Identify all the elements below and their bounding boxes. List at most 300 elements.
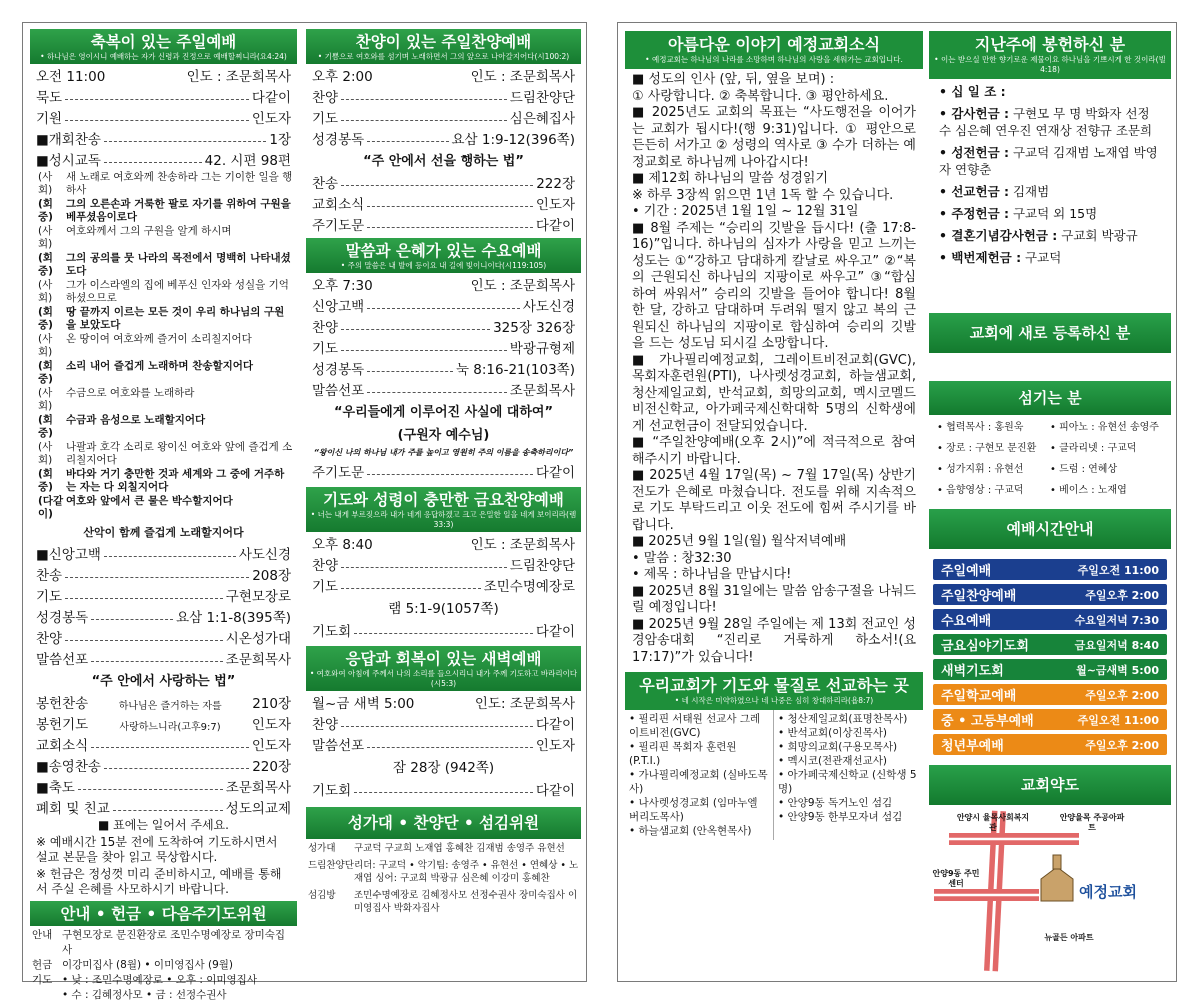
order-row — [30, 796, 297, 817]
order-row — [306, 357, 581, 378]
reading-role: (사회) — [38, 441, 53, 466]
mission-item: • 필리핀 목회자 훈련원 (P.T.I.) — [629, 741, 737, 767]
leader-dots — [367, 392, 507, 393]
order-item: 성경봉독 — [312, 132, 365, 148]
order-value: 인도자 — [251, 717, 291, 733]
order-value: 사도신경 — [238, 547, 291, 563]
guide-value: 구현모장로 문진환장로 조민수명예장로 장미숙집사 — [62, 929, 286, 956]
order-row — [30, 127, 297, 148]
leader-dots — [65, 577, 249, 578]
choir-key: 드림찬양단 — [308, 860, 354, 871]
leader-dots — [367, 227, 533, 228]
friday-time-row — [306, 532, 581, 553]
service-time: 금요일저녁 8:40 — [1074, 638, 1159, 652]
order-value: 다같이 — [251, 90, 291, 106]
leader-dots — [104, 556, 236, 557]
reading-role: (사회) — [38, 225, 53, 250]
choir-value: 구교덕 구교희 노재엽 홍혜찬 김재범 송영주 유현선 — [354, 843, 565, 854]
service-time: 수요일저녁 7:30 — [1074, 613, 1159, 627]
news-item: ※ 하루 3장씩 읽으면 1년 1독 할 수 있습니다. — [632, 187, 894, 203]
order-row — [30, 626, 297, 647]
order-row — [30, 733, 297, 754]
choir-list — [306, 839, 581, 922]
leader-dots — [65, 598, 223, 599]
order-item: 봉헌찬송 — [36, 696, 89, 712]
mission-list-left — [625, 710, 774, 840]
order-item: ■신앙고백 — [36, 547, 101, 563]
reading-role: (회중) — [38, 306, 53, 331]
order-item: 기도회 — [312, 783, 352, 799]
info-column — [929, 31, 1171, 976]
leader-dots — [341, 350, 507, 351]
order-row — [30, 754, 297, 775]
service-times-list — [929, 549, 1171, 755]
leader: 인도 : 조문희목사 — [186, 69, 291, 85]
choir-value: 조민수명예장로 김혜정사모 선정수권사 장미숙집사 이미영집사 박화자집사 — [354, 890, 578, 914]
order-list — [30, 85, 297, 169]
new-members-list — [929, 353, 1171, 381]
order-row — [306, 294, 581, 315]
time: 오후 7:30 — [312, 278, 373, 294]
responsive-reading — [30, 169, 297, 522]
leader-dots — [354, 792, 533, 793]
order-item: 성경봉독 — [36, 610, 89, 626]
order-list — [306, 85, 581, 148]
server-item: • 음향영상 : 구교덕 — [937, 485, 1024, 496]
reading-line — [30, 468, 297, 495]
order-list — [306, 460, 581, 481]
leader-dots — [367, 747, 533, 748]
news-item: • 기간 : 2025년 1월 1일 ~ 12월 31일 — [632, 204, 859, 219]
leader: 인도 : 조문희목사 — [470, 69, 575, 85]
section-verse: • 하나님은 영이시니 예배하는 자가 신령과 진정으로 예배할찌니라(요4:24) — [40, 52, 287, 61]
order-row — [306, 778, 581, 799]
choir-row — [308, 842, 579, 855]
church-map — [929, 811, 1171, 971]
order-value: 210장 — [252, 696, 291, 712]
service-time: 주일오전 11:00 — [1077, 563, 1159, 577]
guide-key: 안내 — [32, 929, 53, 941]
guide-key: 기도 — [32, 974, 53, 986]
reading-line — [30, 171, 297, 198]
mission-item: • 안양9동 독거노인 섬김 — [778, 797, 893, 809]
server-item: • 피아노 : 유현선 송영주 — [1050, 422, 1159, 433]
leader-dots — [341, 185, 533, 186]
section-title: 찬양이 있는 주일찬양예배 — [355, 32, 532, 51]
order-value: 성도의교제 — [225, 801, 291, 817]
service-time-row — [933, 734, 1167, 755]
choir-key: 성가대 — [308, 843, 336, 854]
order-row — [30, 605, 297, 626]
friday-header — [306, 487, 581, 532]
reading-text: 수금과 음성으로 노래할지어다 — [66, 414, 206, 426]
reading-line — [30, 225, 297, 252]
offering-row — [939, 83, 1161, 100]
order-value: 다같이 — [535, 218, 575, 234]
choir-row — [308, 889, 579, 915]
offering-list — [929, 79, 1171, 313]
service-name: 청년부예배 — [941, 739, 1004, 754]
service-time: 주일오후 2:00 — [1085, 588, 1159, 602]
service-times-header: 예배시간안내 — [929, 509, 1171, 549]
offering-names: 김재범 — [1009, 184, 1050, 199]
guide-value: • 낮 : 조민수명예장로 • 오후 : 이미영집사 — [62, 974, 257, 986]
reading-text: 나팔과 호각 소리로 왕이신 여호와 앞에 즐겁게 소리칠지어다 — [66, 441, 293, 466]
stand-note: ■ 표에는 일어서 주세요. — [98, 818, 229, 832]
mission-item: • 아가페국제신학교 (신학생 5명) — [778, 769, 917, 795]
new-members-header: 교회에 새로 등록하신 분 — [929, 313, 1171, 353]
reading-line — [30, 306, 297, 333]
service-time-row — [933, 584, 1167, 605]
order-value: 조민수명예장로 — [483, 579, 575, 595]
offering-names: 구교덕 — [1021, 250, 1062, 265]
offering-row — [939, 227, 1161, 244]
order-item: 찬양 — [312, 717, 339, 733]
offering-names: 구현모 무 명 박화자 선정수 심은혜 연우진 연재상 전향규 조문희 — [939, 106, 1153, 138]
reading-text: 땅 끝까지 이르는 모든 것이 우리 하나님의 구원을 보았도다 — [66, 306, 285, 331]
choir-header — [306, 807, 581, 839]
order-item: ■송영찬송 — [36, 759, 101, 775]
reading-text: 새 노래로 여호와께 찬송하라 그는 기이한 일을 행하사 — [66, 171, 293, 196]
mission-item: • 필리핀 서태원 선교사 그레이트비전(GVC) — [629, 713, 761, 739]
other-services-column — [306, 29, 581, 975]
leader-dots — [104, 141, 266, 142]
guide-row — [32, 988, 295, 1003]
sunday-column — [30, 29, 297, 1001]
mission-header — [625, 672, 923, 710]
reading-role: (회중) — [38, 252, 53, 277]
reading-line — [30, 414, 297, 441]
server-item: • 클라리넷 : 구교덕 — [1050, 443, 1137, 454]
choir-value: 리더: 구교덕 • 악기팀: 송영주 • 유현선 • 연혜상 • 노재엽 싱어: 구교희 박광규 심은혜 이강미 홍혜찬 — [354, 860, 579, 884]
map-label-welfare: 안양시 율목사회복지관 — [956, 813, 1030, 832]
order-row — [306, 106, 581, 127]
leader-dots — [91, 747, 249, 748]
news-item: ■ 2025년도 교회의 목표는 “사도행전을 이어가는 교회가 됩시다!(행 9:31)입니다. ① 평안으로 든든히 서가고 ② 성령의 역사로 ③ 수가 더하는 예정교회로 하나님께 나아갑시다! — [632, 105, 916, 170]
order-row — [306, 553, 581, 574]
news-item: ■ 2025년 9월 28일 주일에는 제 13회 전교인 성경암송대회 “진리로 거룩하게 하소서!(요17:17)”가 있습니다! — [632, 616, 916, 665]
leader-dots — [65, 99, 249, 100]
order-value: 조문희목사 — [509, 383, 575, 399]
news-item: ■ 2025년 4월 17일(목) ~ 7월 17일(목) 상반기 전도가 은혜로 마쳤습니다. 전도를 위해 지속적으로 기도 부탁드리고 이웃 전도에 힘써 주시기를 바랍니다. — [632, 468, 916, 533]
leader-dots — [113, 810, 223, 811]
order-list — [306, 171, 581, 234]
order-value: 요삼 1:1-8(395쪽) — [176, 610, 291, 626]
scripture: 램 5:1-9(1057쪽) — [388, 601, 499, 617]
news-item: ■ 8월 주제는 “승리의 깃발을 듭시다! (출 17:8-16)”입니다. 하나님의 심자가 사랑을 믿고 느끼는 성도는 ①“강하고 담대하게 칼날로 싸우고” ②“복의 근원되신 하나님의 지팡이로 싸우고” ③“합심하여 싸워서” 승리의 깃발을 들어야 합니다! 8월 한 달, 강하고 담대하며 두려워 떨지 않고 복의 근원되신 하나님의 지팡이로 합심하여 승리의 깃발을 드는 성도님 되시길 소망합니다. — [632, 220, 916, 351]
leader-dots — [91, 619, 173, 620]
wednesday-time-row — [306, 273, 581, 294]
reading-text: 그의 공의를 뭇 나라의 목전에서 명백히 나타내셨도다 — [66, 252, 291, 277]
section-title: 성가대 • 찬양단 • 섬김위원 — [347, 813, 540, 832]
order-value: 42. 시편 98편 — [204, 153, 291, 169]
mission-item: • 멕시코(전관재선교사) — [778, 755, 888, 767]
order-item: 찬송 — [36, 568, 63, 584]
service-time-row — [933, 709, 1167, 730]
choir-key: 섬김방 — [308, 890, 336, 901]
order-item: 주기도문 — [312, 218, 365, 234]
section-verse: • 이는 받으실 만한 향기로운 제물이요 하나님을 기쁘시게 한 것이라(빌4:18) — [934, 55, 1166, 74]
map-label-church: 예정교회 — [1079, 883, 1137, 901]
order-item: 봉헌기도 — [36, 717, 89, 733]
map-header: 교회약도 — [929, 765, 1171, 805]
service-name: 중 • 고등부예배 — [941, 714, 1034, 729]
scripture: 잠 28장 (942쪽) — [392, 760, 495, 776]
section-title: 안내 • 헌금 • 다음주기도위원 — [60, 904, 267, 923]
order-row — [306, 336, 581, 357]
order-row — [30, 148, 297, 169]
order-row — [306, 192, 581, 213]
leader-dots — [91, 661, 223, 662]
leader-dots — [341, 99, 507, 100]
order-item: 찬양 — [312, 558, 339, 574]
section-title: 아름다운 이야기 예정교회소식 — [667, 35, 881, 54]
order-list — [306, 778, 581, 799]
reading-text: 수금으로 여호와를 노래하라 — [66, 387, 195, 399]
order-row — [306, 619, 581, 640]
order-row — [30, 712, 297, 733]
order-value: 조문희목사 — [225, 652, 291, 668]
offering-type: • 감사헌금 : — [939, 106, 1009, 121]
leader-dots — [104, 768, 249, 769]
news-item: • 제목 : 하나님을 만납시다! — [632, 567, 792, 582]
news-item: ■ 2025년 8월 31일에는 말씀 암송구절을 나눠드릴 예정입니다! — [632, 583, 916, 615]
order-list — [30, 691, 297, 817]
guide-row — [32, 928, 295, 958]
order-item: 신앙고백 — [312, 299, 365, 315]
service-time-row — [933, 684, 1167, 705]
service-time-row — [933, 634, 1167, 655]
servers-header: 섬기는 분 — [929, 381, 1171, 415]
offering-type: • 선교헌금 : — [939, 184, 1009, 199]
offering-header — [929, 31, 1171, 79]
servers-list — [929, 415, 1171, 503]
service-time: 주일오후 2:00 — [1085, 738, 1159, 752]
leader-dots — [367, 141, 448, 142]
reading-role: (다같이) — [38, 495, 64, 520]
reading-role: (회중) — [38, 360, 53, 385]
order-value: 222장 — [536, 176, 575, 192]
mission-lists — [625, 710, 923, 840]
order-item: 기도 — [36, 589, 63, 605]
order-value: 인도자 — [251, 738, 291, 754]
guide-key — [32, 988, 62, 1003]
sunday-time-row — [30, 64, 297, 85]
order-item: ■축도 — [36, 780, 75, 796]
mission-item: • 반석교회(이상진목사) — [778, 727, 888, 739]
responsive-last: 산악이 함께 즐겁게 노래할지어다 — [83, 526, 244, 539]
order-item: 기도 — [312, 579, 339, 595]
section-title: 말씀과 은혜가 있는 수요예배 — [345, 241, 542, 260]
leader-dots — [367, 371, 453, 372]
service-time: 월~금새벽 5:00 — [1076, 663, 1159, 677]
section-title: 지난주에 봉헌하신 분 — [974, 35, 1126, 54]
news-item: ① 사랑합니다. ② 축복합니다. ③ 평안하세요. — [632, 88, 889, 104]
reading-text: 바다와 거기 충만한 것과 세계와 그 중에 거주하는 자는 다 외칠지어다 — [66, 468, 285, 493]
news-item: ■ 제12회 하나님의 말씀 성경읽기 — [632, 171, 829, 186]
order-item: 말씀선포 — [312, 738, 365, 754]
reading-line — [30, 441, 297, 468]
order-value: 220장 — [252, 759, 291, 775]
bulletin-panel-left — [22, 22, 587, 1001]
order-row — [306, 127, 581, 148]
leader-dots: 하나님은 즐거하는 자를 — [118, 701, 222, 712]
leader-dots: 사랑하느니라(고후9:7) — [119, 722, 221, 733]
leader-dots — [367, 308, 520, 309]
service-name: 수요예배 — [941, 614, 992, 629]
section-verse: • 기쁨으로 여호와를 섬기며 노래하면서 그의 앞으로 나아갈지어다(시100:2) — [317, 52, 570, 61]
order-row — [306, 712, 581, 733]
offering-type: • 백번제헌금 : — [939, 250, 1022, 265]
order-value: 박광규형제 — [509, 341, 575, 357]
service-name: 금요심야기도회 — [941, 639, 1029, 654]
afternoon-header — [306, 29, 581, 64]
leader-dots — [78, 789, 223, 790]
order-value: 다같이 — [535, 465, 575, 481]
bulletin-panel-right — [617, 22, 1177, 982]
offering-row — [939, 183, 1161, 200]
order-row — [30, 584, 297, 605]
section-title: 축복이 있는 주일예배 — [90, 32, 237, 51]
order-value: 208장 — [252, 568, 291, 584]
news-item: ■ 가나필리예정교회, 그레이트비전교회(GVC), 목회자훈련원(PTI), 나사렛성경교회, 하늘샘교회, 청산제일교회, 반석교회, 희망의교회, 멕시코멜드비전신학교, 아가페국제신학대학 5명의 신학생에게 선교헌금이 전달되었습니다. — [632, 352, 916, 434]
mission-item: • 가나필리예정교회 (실바도목사) — [629, 769, 768, 795]
order-value: 인도자 — [535, 197, 575, 213]
news-item: ■ 2025년 9월 1일(월) 월삭저녁예배 — [632, 534, 847, 549]
sermon-title: “주 안에서 선을 행하는 법” — [363, 154, 524, 169]
leader-dots — [354, 633, 533, 634]
guide-key: 헌금 — [32, 959, 53, 971]
reading-role: (사회) — [38, 171, 53, 196]
offering-type: • 결혼기념감사헌금 : — [939, 228, 1058, 243]
leader-dots — [341, 120, 507, 121]
service-time-row — [933, 659, 1167, 680]
order-value: 구현모장로 — [225, 589, 291, 605]
choir-row — [308, 859, 579, 885]
offering-names: 구교회 박광규 — [1057, 228, 1138, 243]
guide-list — [30, 926, 297, 1005]
order-item: 말씀선포 — [36, 652, 89, 668]
order-item: 기도 — [312, 111, 339, 127]
service-name: 주일찬양예배 — [941, 589, 1017, 604]
leader-dots — [367, 206, 533, 207]
mission-item: • 하늘샘교회 (안옥현목사) — [629, 825, 752, 837]
sermon-title: “우리들에게 이루어진 사실에 대하여” — [333, 405, 554, 420]
order-row — [30, 691, 297, 712]
order-item: 주기도문 — [312, 465, 365, 481]
order-item: 기도회 — [312, 624, 352, 640]
order-list — [306, 619, 581, 640]
leader-dots — [65, 120, 249, 121]
order-row — [306, 315, 581, 336]
order-value: 다같이 — [535, 624, 575, 640]
order-value: 드림찬양단 — [509, 558, 575, 574]
order-value: 요삼 1:9-12(396쪽) — [451, 132, 575, 148]
order-value: 인도자 — [251, 111, 291, 127]
notice-arrival: ※ 예배시간 15분 전에 도착하여 기도하시면서 설교 본문을 찾아 읽고 묵상합시다. — [36, 835, 278, 864]
order-list — [306, 294, 581, 399]
order-value: 사도신경 — [522, 299, 575, 315]
reading-line — [30, 252, 297, 279]
reading-role: (사회) — [38, 279, 53, 304]
server-item: • 드럼 : 연혜상 — [1050, 464, 1118, 475]
leader-dots — [341, 588, 481, 589]
order-row — [306, 171, 581, 192]
map-label-apartment: 안양율목 주공아파트 — [1059, 813, 1125, 832]
offering-type: • 십 일 조 : — [939, 84, 1006, 99]
reading-line — [30, 360, 297, 387]
order-value: 시온성가대 — [225, 631, 291, 647]
order-item: 찬양 — [312, 90, 339, 106]
server-item: • 성가지휘 : 유현선 — [937, 464, 1024, 475]
order-value: 다같이 — [535, 783, 575, 799]
reading-role: (회중) — [38, 414, 53, 439]
service-time: 주일오전 11:00 — [1077, 713, 1159, 727]
notice-offering: ※ 헌금은 정성껏 미리 준비하시고, 예배를 통해서 주실 은혜를 사모하시기 바랍니다. — [36, 867, 282, 896]
leader: 인도 : 조문희목사 — [470, 537, 575, 553]
order-item: ■개회찬송 — [36, 132, 101, 148]
mission-item: • 나사렛성경교회 (임마누엘 버리도목사) — [629, 797, 758, 823]
order-item: ■성시교독 — [36, 153, 101, 169]
order-item: 묵도 — [36, 90, 63, 106]
reading-text: 여호와께서 그의 구원을 알게 하시며 — [66, 225, 232, 237]
sermon-subtitle: (구원자 예수님) — [397, 428, 490, 443]
order-item: 말씀선포 — [312, 383, 365, 399]
mission-item: • 안양9동 한부모자녀 섬김 — [778, 811, 903, 823]
reading-line — [30, 333, 297, 360]
dawn-time-row — [306, 691, 581, 712]
mission-item: • 청산제일교회(표명찬목사) — [778, 713, 908, 725]
order-value: 인도자 — [535, 738, 575, 754]
leader: 인도: 조문희목사 — [474, 696, 575, 712]
offering-names: 구교덕 외 15명 — [1009, 206, 1098, 221]
guide-header — [30, 901, 297, 926]
news-item: • 말씀 : 창32:30 — [632, 550, 732, 566]
reading-text: 온 땅이여 여호와께 즐거이 소리칠지어다 — [66, 333, 252, 345]
leader-dots — [104, 162, 202, 163]
order-item: 교회소식 — [312, 197, 365, 213]
order-row — [30, 563, 297, 584]
order-item: 폐회 및 친교 — [36, 801, 110, 817]
order-row — [306, 460, 581, 481]
guide-value: 이강미집사 (8월) • 이미영집사 (9월) — [62, 959, 234, 971]
verse-line: “왕이신 나의 하나님 내가 주를 높이고 영원히 주의 이름을 송축하리이다” — [313, 448, 574, 457]
order-row — [30, 775, 297, 796]
section-verse: • 주의 말씀은 내 발에 등이요 내 길에 빛이니이다(시119:105) — [340, 261, 547, 270]
service-name: 주일학교예배 — [941, 689, 1017, 704]
order-item: 기원 — [36, 111, 63, 127]
reading-text: 그가 이스라엘의 집에 베푸신 인자와 성실을 기억하셨으므로 — [66, 279, 289, 304]
order-item: 찬양 — [312, 320, 339, 336]
reading-line — [30, 279, 297, 306]
reading-role: (사회) — [38, 387, 53, 412]
section-title: 응답과 회복이 있는 새벽예배 — [345, 649, 542, 668]
news-list — [625, 69, 923, 666]
order-row — [306, 85, 581, 106]
guide-row — [32, 973, 295, 988]
news-header — [625, 31, 923, 69]
service-time: 주일오후 2:00 — [1085, 688, 1159, 702]
news-column — [625, 31, 923, 976]
offering-row — [939, 249, 1161, 266]
wednesday-header — [306, 238, 581, 273]
order-item: 기도 — [312, 341, 339, 357]
order-row — [306, 733, 581, 754]
order-row — [306, 378, 581, 399]
leader-dots — [367, 474, 533, 475]
order-row — [30, 85, 297, 106]
dawn-header — [306, 646, 581, 691]
